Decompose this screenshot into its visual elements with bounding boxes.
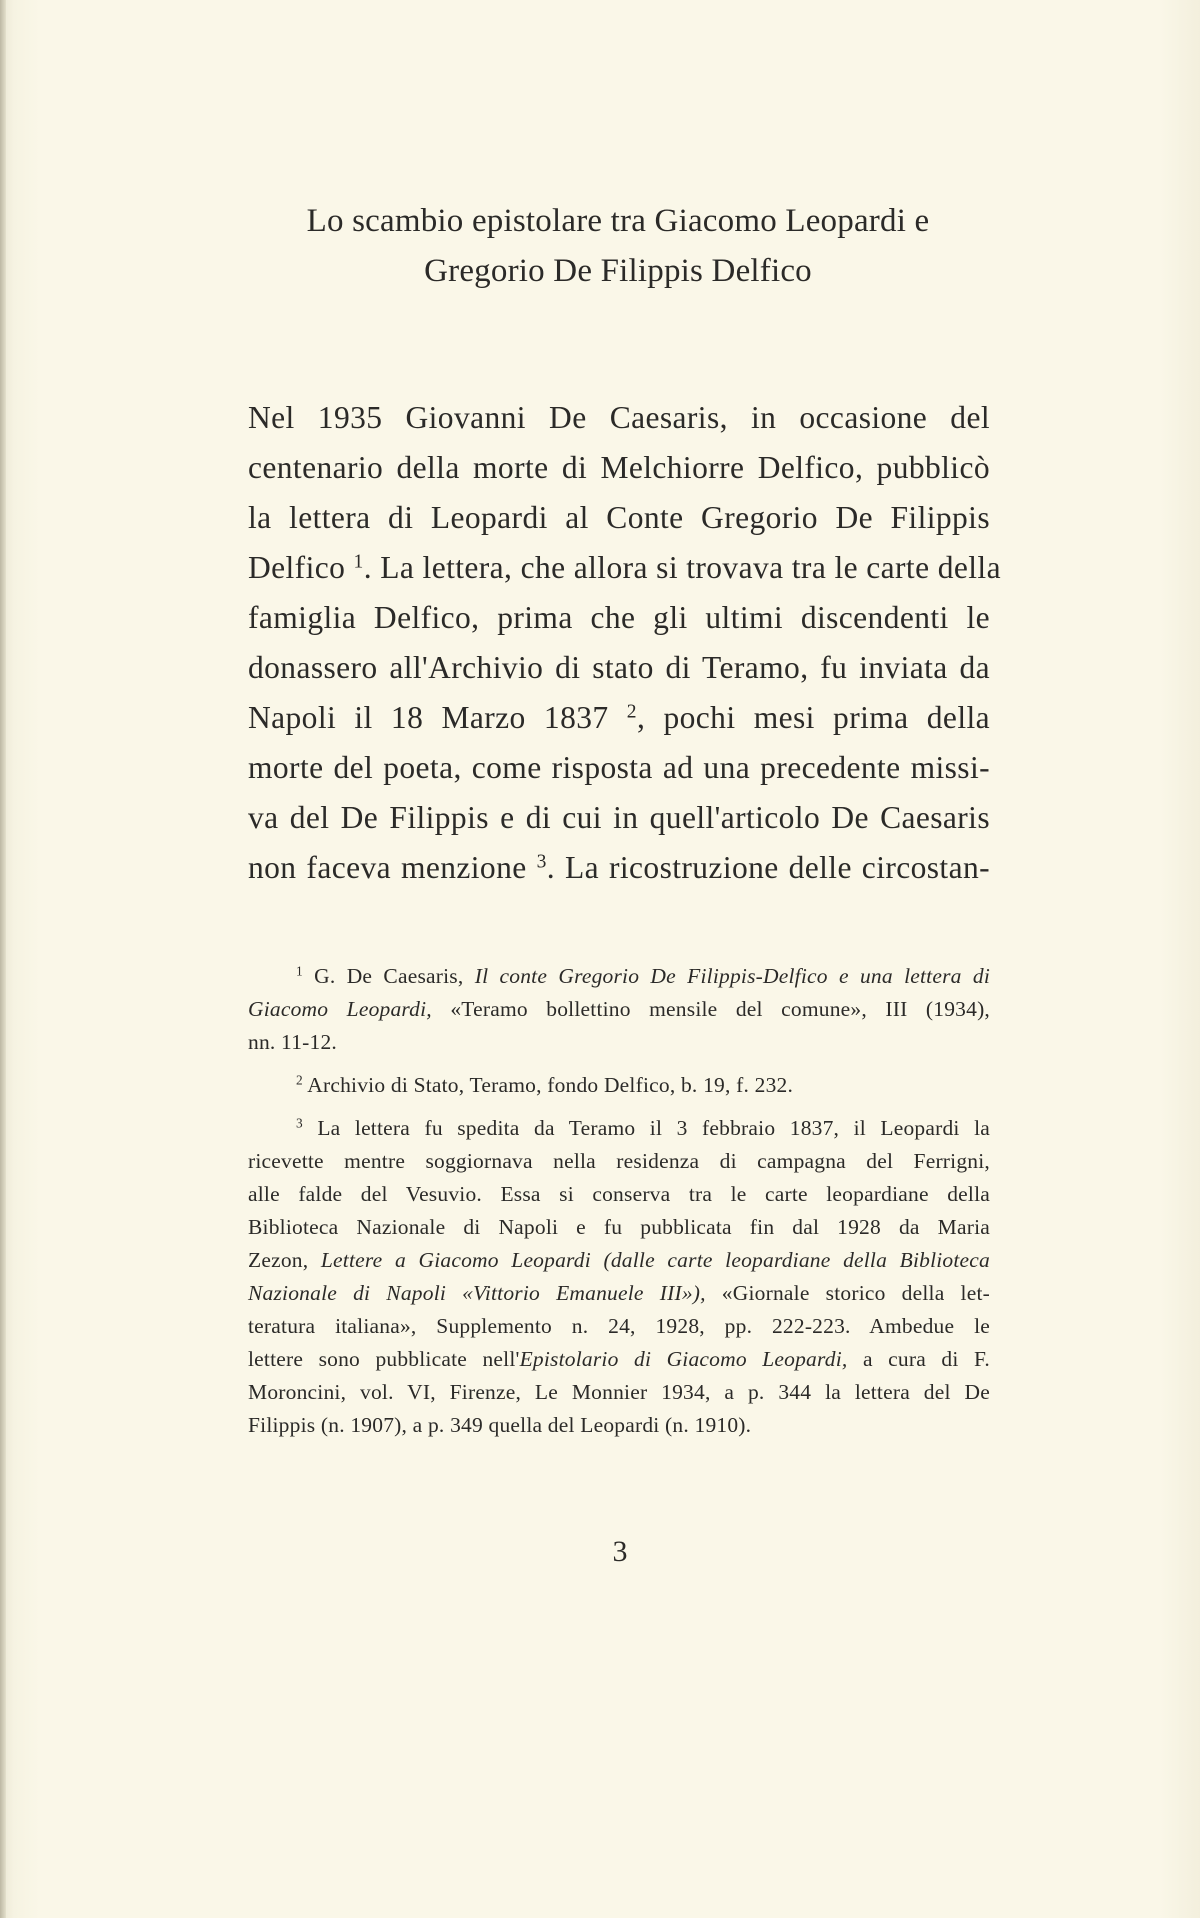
footnote-italic: Il conte Gregorio De Filippis-Delfico e una lettera di [474,964,990,988]
footnote-text: La lettera fu spedita da Teramo il 3 febbraio 1837, il Leopardi la [302,1116,990,1140]
footnote-line: nn. 11-12. [248,1030,337,1054]
footnote-text: «Teramo bollettino mensile del comune», III (1934), [431,997,991,1021]
footnote-line [248,1277,990,1310]
footnote-italic: Epistolario di Giacomo Leopardi, [519,1347,848,1371]
footnote-number: 1 [296,963,303,979]
footnotes [248,960,990,1452]
footnote-ref-1[interactable]: 1 [353,551,364,573]
footnote-line [248,960,990,993]
body-line [248,693,990,743]
footnote-2 [248,1069,990,1102]
body-line: Nel 1935 Giovanni De Caesaris, in occasione del [248,400,990,435]
body-line: morte del poeta, come risposta ad una precedente missi- [248,750,990,785]
body-text-segment: Delfico [248,550,354,585]
footnote-ref-3[interactable]: 3 [536,851,547,873]
footnote-text: a cura di F. [847,1347,990,1371]
footnote-text: G. De Caesaris, [302,964,475,988]
footnote-line: Filippis (n. 1907), a p. 349 quella del Leopardi (n. 1910). [248,1413,752,1437]
footnote-3 [248,1112,990,1442]
body-text-segment: . La lettera, che allora si trovava tra le carte della [363,550,1001,585]
chapter-title [248,196,988,296]
title-line-1: Lo scambio epistolare tra Giacomo Leopardi e [306,203,930,239]
footnote-text: Zezon, [248,1248,321,1272]
footnote-line [248,1343,990,1376]
footnote-line [248,1069,990,1102]
body-text-segment: . La ricostruzione delle circostan- [546,850,990,885]
body-line [248,843,990,893]
body-line: va del De Filippis e di cui in quell'articolo De Caesaris [248,800,990,835]
body-line: centenario della morte di Melchiorre Delfico, pubblicò [248,450,990,485]
title-line-2: Gregorio De Filippis Delfico [424,253,812,289]
footnote-line [248,993,990,1026]
footnote-1 [248,960,990,1059]
footnote-ref-2[interactable]: 2 [626,701,637,723]
footnote-line: alle falde del Vesuvio. Essa si conserva tra le carte leopardiane della [248,1182,990,1206]
page-number: 3 [612,1535,628,1568]
footnote-line: teratura italiana», Supplemento n. 24, 1928, pp. 222-223. Ambedue le [248,1314,990,1338]
footnote-line: ricevette mentre soggiornava nella residenza di campagna del Ferrigni, [248,1149,990,1173]
footnote-line: Biblioteca Nazionale di Napoli e fu pubblicata fin dal 1928 da Maria [248,1215,990,1239]
body-line: la lettera di Leopardi al Conte Gregorio De Filippis [248,500,990,535]
footnote-text: lettere sono pubblicate nell' [248,1347,520,1371]
body-line: famiglia Delfico, prima che gli ultimi discendenti le [248,600,990,635]
body-line: donassero all'Archivio di stato di Teramo, fu inviata da [248,650,990,685]
body-paragraph [248,393,1001,893]
page-binding-edge [0,0,6,1918]
footnote-italic: Lettere a Giacomo Leopardi (dalle carte leopardiane della Biblioteca [320,1248,990,1272]
footnote-text: Archivio di Stato, Teramo, fondo Delfico, b. 19, f. 232. [302,1073,794,1097]
footnote-italic: Nazionale di Napoli «Vittorio Emanuele III»), [248,1281,706,1305]
footnote-number: 2 [296,1072,303,1088]
body-line [248,543,1001,593]
footnote-line [248,1112,990,1145]
footnote-italic: Giacomo Leopardi, [248,997,432,1021]
footnote-number: 3 [296,1115,303,1131]
body-text-segment: non faceva menzione [248,850,537,885]
footnote-text: «Giornale storico della let- [705,1281,990,1305]
body-text-segment: Napoli il 18 Marzo 1837 [248,700,627,735]
body-text-segment: , pochi mesi prima della [636,700,990,735]
footnote-line: Moroncini, vol. VI, Firenze, Le Monnier 1934, a p. 344 la lettera del De [248,1380,990,1404]
footnote-line [248,1244,990,1277]
